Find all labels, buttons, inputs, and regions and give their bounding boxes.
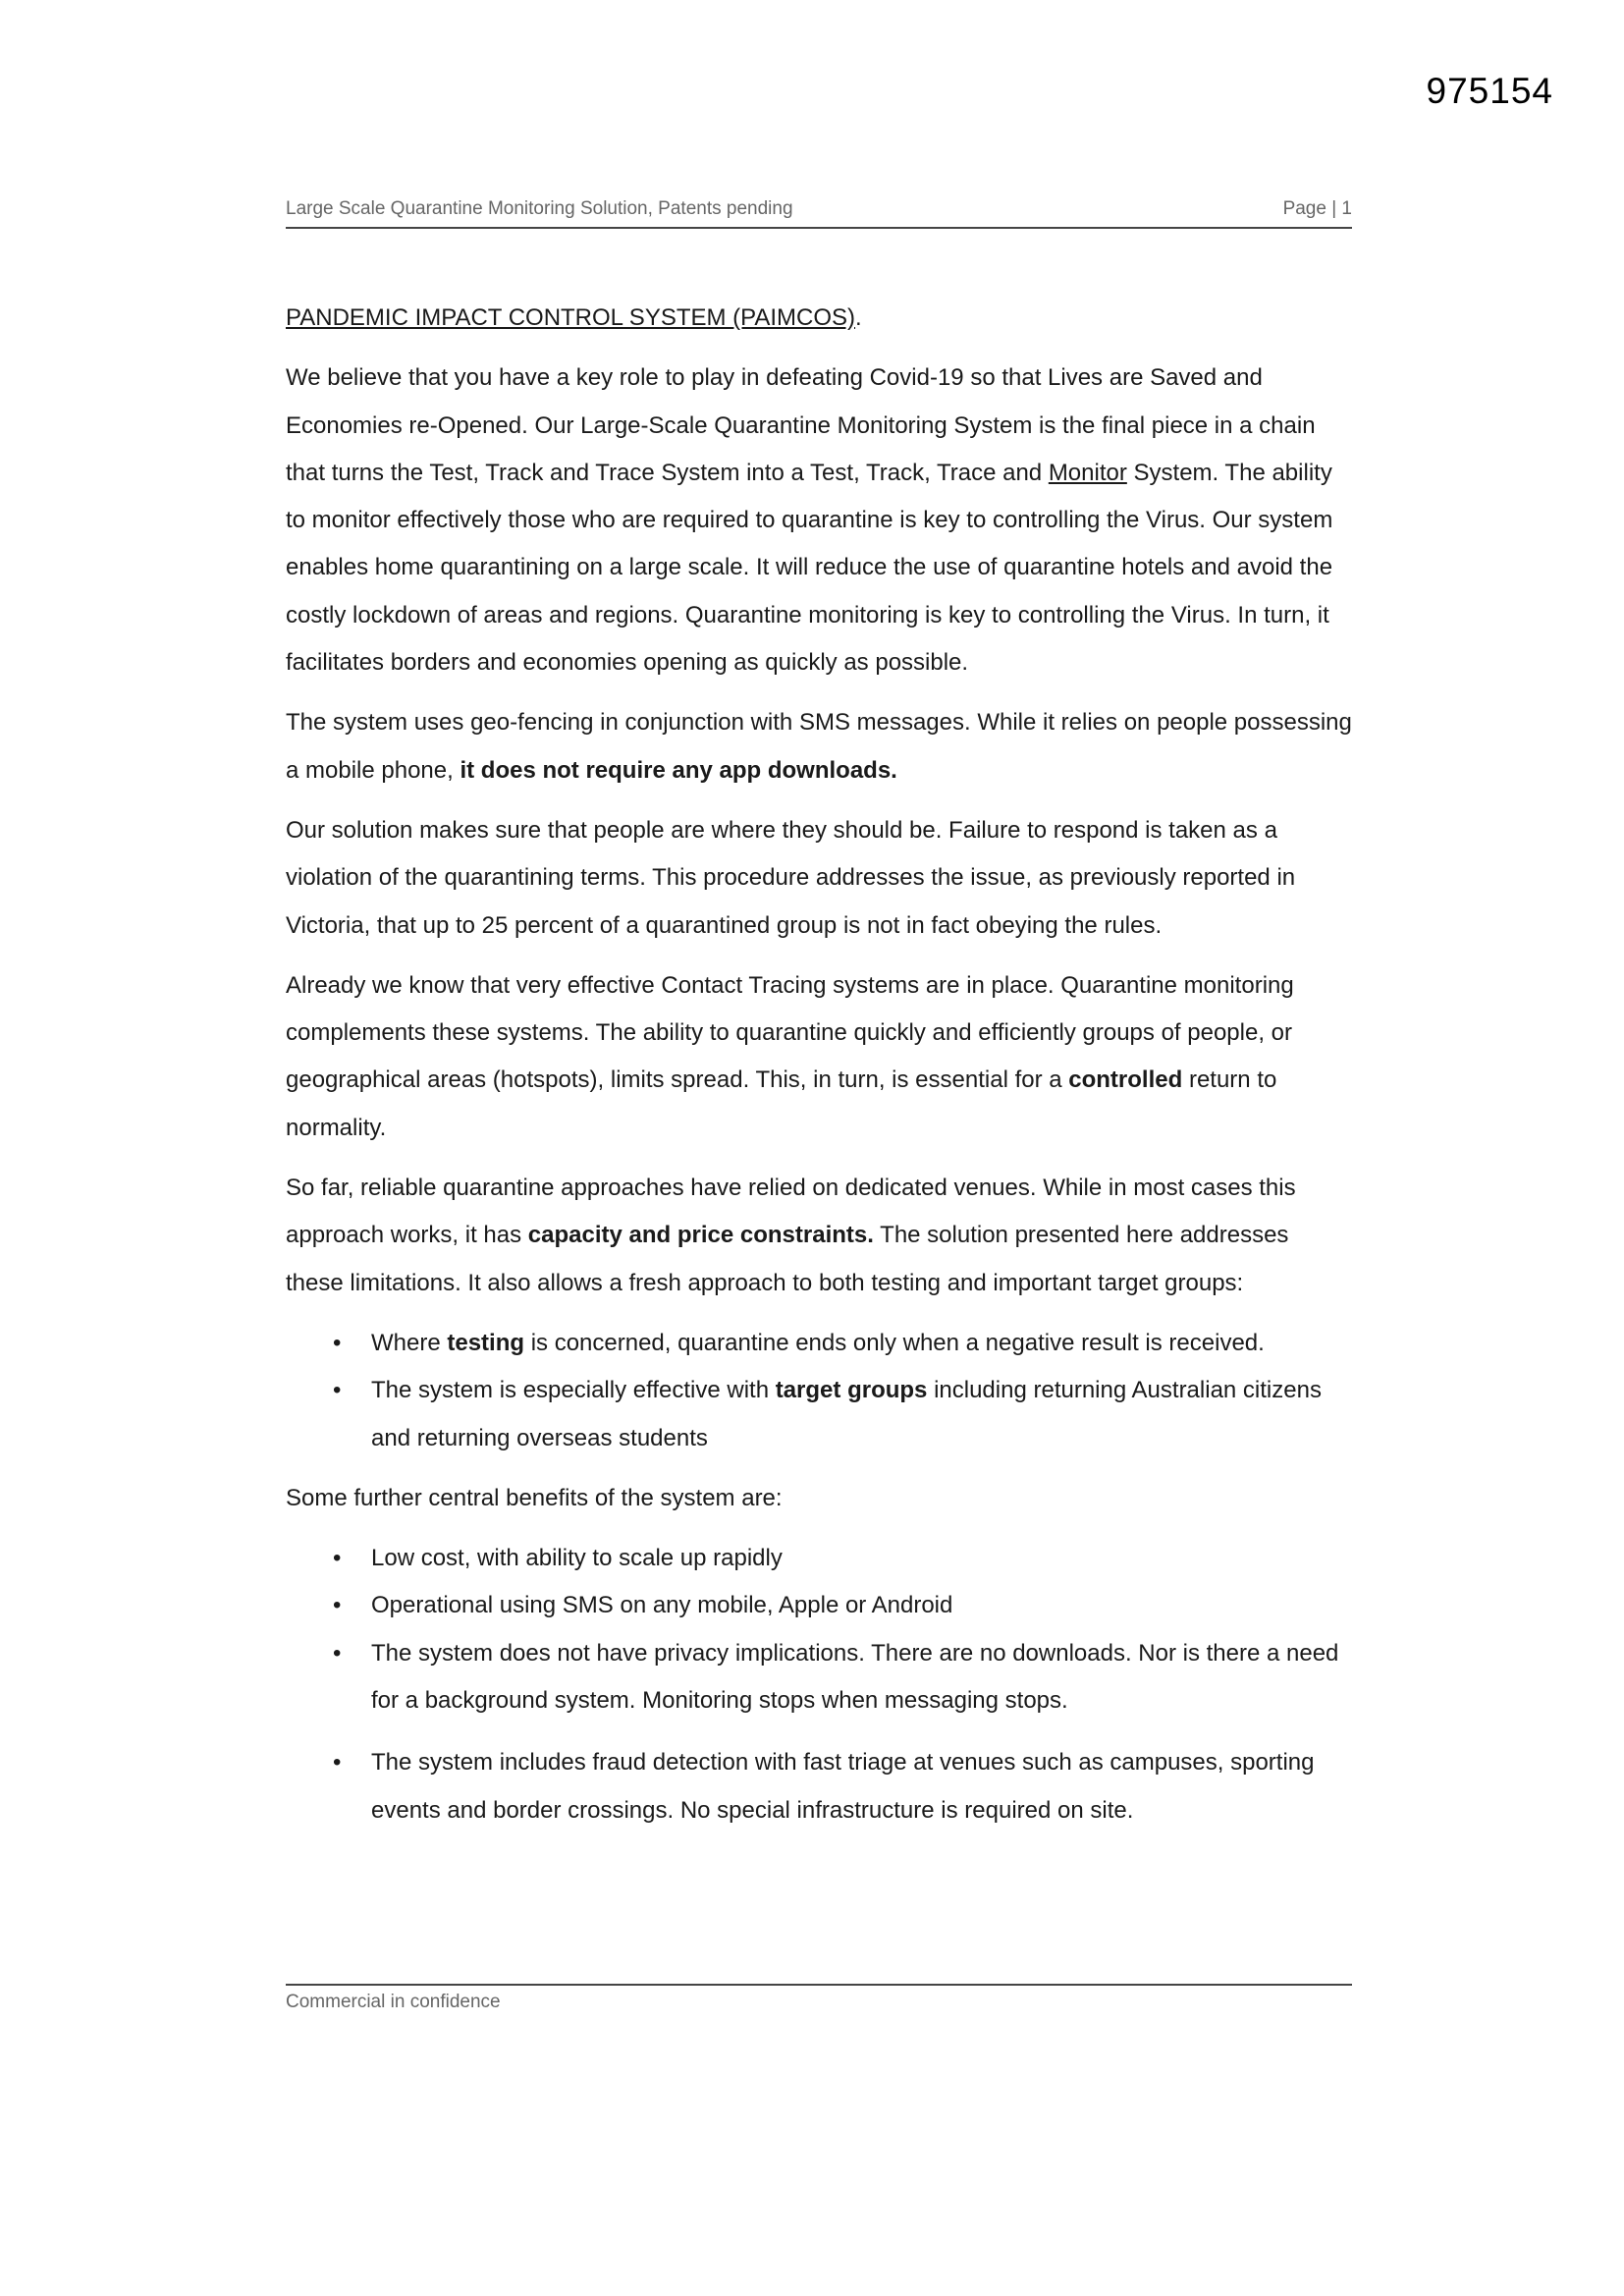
- bullet-icon: •: [333, 1749, 342, 1777]
- document-id: 975154: [1426, 71, 1553, 111]
- document-body: [286, 295, 1352, 1847]
- list-item: • Low cost, with ability to scale up rapidly: [286, 1535, 1352, 1582]
- page-number: Page | 1: [1282, 198, 1352, 219]
- list-item: • The system is especially effective with target groups including returning Australian citizens and returning overseas students: [286, 1367, 1352, 1462]
- paragraph-benefits: Some further central benefits of the system are:: [286, 1484, 783, 1511]
- paragraph-geofencing: The system uses geo-fencing in conjunction with SMS messages. While it relies on people possessing a mobile phone, it does not require any app downloads.: [286, 709, 1352, 784]
- list-item: • The system includes fraud detection with fast triage at venues such as campuses, sporting events and border crossings. No special infrastructure is required on site.: [286, 1739, 1352, 1834]
- paragraph-contact-tracing: Already we know that very effective Contact Tracing systems are in place. Quarantine monitoring complements these systems. The ability to quarantine quickly and efficiently groups of people, or geographical areas (hotspots), limits spread. This, in turn, is essential for a controlled return to normality.: [286, 971, 1294, 1141]
- list-item: • Where testing is concerned, quarantine ends only when a negative result is received.: [286, 1320, 1352, 1367]
- page-footer: Commercial in confidence: [286, 1984, 1352, 2013]
- header-title: Large Scale Quarantine Monitoring Solution, Patents pending: [286, 198, 793, 219]
- list-item: • The system does not have privacy implications. There are no downloads. Nor is there a need for a background system. Monitoring stops when messaging stops.: [286, 1630, 1352, 1725]
- paragraph-venues: So far, reliable quarantine approaches have relied on dedicated venues. While in most cases this approach works, it has capacity and price constraints. The solution presented here addresses these limitations. It also allows a fresh approach to both testing and important target groups:: [286, 1175, 1296, 1296]
- paragraph-intro: We believe that you have a key role to play in defeating Covid-19 so that Lives are Saved and Economies re-Opened. Our Large-Scale Quarantine Monitoring System is the final piece in a chain that turns the Test, Track and Trace System into a Test, Track, Trace and Monitor System. The ability to monitor effectively those who are required to quarantine is key to controlling the Virus. Our system enables home quarantining on a large scale. It will reduce the use of quarantine hotels and avoid the costly lockdown of areas and regions. Quarantine monitoring is key to controlling the Virus. In turn, it facilitates borders and economies opening as quickly as possible.: [286, 364, 1333, 677]
- list-item: • Operational using SMS on any mobile, Apple or Android: [286, 1582, 1352, 1629]
- paragraph-solution: Our solution makes sure that people are where they should be. Failure to respond is taken as a violation of the quarantining terms. This procedure addresses the issue, as previously reported in Victoria, that up to 25 percent of a quarantined group is not in fact obeying the rules.: [286, 816, 1296, 939]
- benefits-list: [286, 1535, 1352, 1834]
- bullet-icon: •: [333, 1639, 342, 1667]
- bullet-icon: •: [333, 1592, 342, 1619]
- bullet-icon: •: [333, 1377, 342, 1404]
- bullet-icon: •: [333, 1545, 342, 1572]
- bullet-icon: •: [333, 1329, 342, 1356]
- monitor-underline: Monitor: [1048, 459, 1127, 486]
- document-title: PANDEMIC IMPACT CONTROL SYSTEM (PAIMCOS).: [286, 304, 862, 331]
- target-groups-list: [286, 1320, 1352, 1462]
- page-header: [286, 198, 1352, 229]
